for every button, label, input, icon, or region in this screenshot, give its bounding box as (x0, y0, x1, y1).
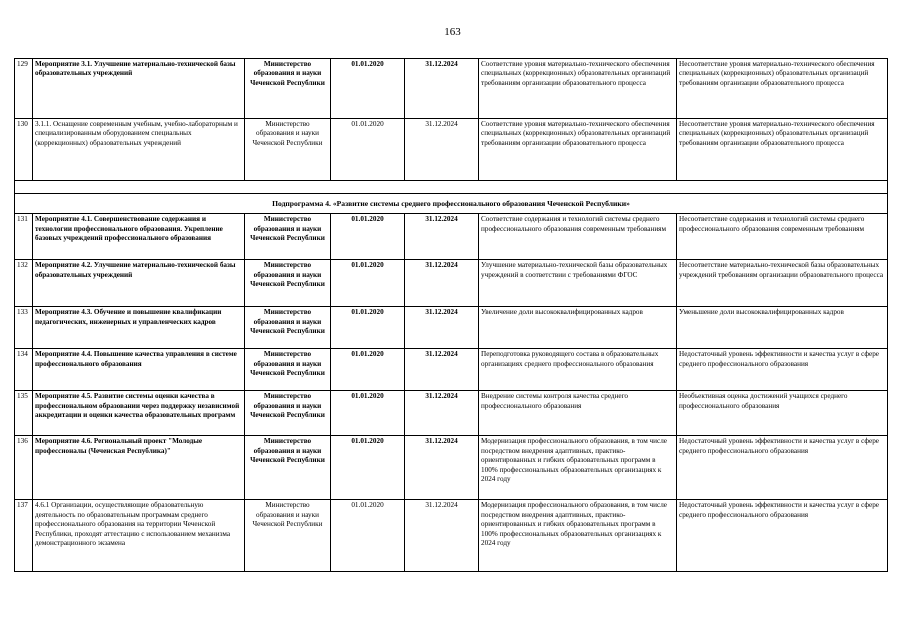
table-row (15, 500, 888, 572)
executor: Министерство образования и науки Чеченской Республики (245, 436, 331, 500)
executor: Министерство образования и науки Чеченской Республики (245, 391, 331, 436)
row-number: 131 (15, 214, 33, 260)
start-date: 01.01.2020 (331, 214, 405, 260)
table-row (15, 260, 888, 307)
executor: Министерство образования и науки Чеченской Республики (245, 214, 331, 260)
row-number: 137 (15, 500, 33, 572)
subprogram-row (15, 181, 888, 194)
end-date: 31.12.2024 (405, 349, 479, 391)
executor: Министерство образования и науки Чеченской Республики (245, 59, 331, 119)
expected-result: Модернизация профессионального образования, в том числе посредством внедрения адаптивных, практико-ориентированных и гибких образовательных программ в 100% профессиональных образовательных организациях к 2024 году (479, 500, 677, 572)
non-implementation-consequence: Недостаточный уровень эффективности и качества услуг в сфере среднего профессионального образования (677, 500, 888, 572)
expected-result: Соответствие уровня материально-технического обеспечения специальных (коррекционных) образовательных организаций требованиям организации образовательного процесса (479, 119, 677, 181)
page-number: 163 (444, 26, 461, 38)
activity-name: Мероприятие 4.6. Региональный проект "Молодые профессионалы (Чеченская Республика)" (33, 436, 245, 500)
end-date: 31.12.2024 (405, 500, 479, 572)
table-row (15, 119, 888, 181)
non-implementation-consequence: Несоответствие уровня материально-технического обеспечения специальных (коррекционных) образовательных организаций требованиям организации образовательного процесса (677, 59, 888, 119)
activity-name: Мероприятие 4.1. Совершенствование содержания и технологии профессионального образования. Укрепление базовых учреждений профессионального образования (33, 214, 245, 260)
end-date: 31.12.2024 (405, 214, 479, 260)
start-date: 01.01.2020 (331, 119, 405, 181)
expected-result: Соответствие уровня материально-технического обеспечения специальных (коррекционных) образовательных организаций требованиям организации образовательного процесса (479, 59, 677, 119)
row-number: 132 (15, 260, 33, 307)
activity-name: 3.1.1. Оснащение современным учебным, учебно-лабораторным и специализированным оборудованием специальных (коррекционных) образовательных учреждений (33, 119, 245, 181)
non-implementation-consequence: Уменьшение доли высококвалифицированных кадров (677, 307, 888, 349)
table-row (15, 59, 888, 119)
activity-name: Мероприятие 4.2. Улучшение материально-технической базы образовательных учреждений (33, 260, 245, 307)
executor: Министерство образования и науки Чеченской Республики (245, 349, 331, 391)
non-implementation-consequence: Недостаточный уровень эффективности и качества услуг в сфере среднего профессионального образования (677, 436, 888, 500)
executor: Министерство образования и науки Чеченской Республики (245, 500, 331, 572)
end-date: 31.12.2024 (405, 59, 479, 119)
table-row (15, 436, 888, 500)
end-date: 31.12.2024 (405, 307, 479, 349)
expected-result: Улучшение материально-технической базы образовательных учреждений в соответствии с требованиями ФГОС (479, 260, 677, 307)
row-number: 129 (15, 59, 33, 119)
subprogram-heading: Подпрограмма 4. «Развитие системы среднего профессионального образования Чеченской Республики» (15, 194, 888, 214)
row-number: 135 (15, 391, 33, 436)
activity-name: Мероприятие 4.4. Повышение качества управления в системе профессионального образования (33, 349, 245, 391)
table-row (15, 391, 888, 436)
non-implementation-consequence: Несоответствие материально-технической базы образовательных учреждений требованиям организации образовательного процесса (677, 260, 888, 307)
activity-name: Мероприятие 4.5. Развитие системы оценки качества в профессиональном образовании через поддержку независимой аккредитации и оценки качества образовательных программ (33, 391, 245, 436)
non-implementation-consequence: Несоответствие содержания и технологий системы среднего профессионального образования современным требованиям (677, 214, 888, 260)
row-number: 136 (15, 436, 33, 500)
start-date: 01.01.2020 (331, 59, 405, 119)
end-date: 31.12.2024 (405, 119, 479, 181)
executor: Министерство образования и науки Чеченской Республики (245, 119, 331, 181)
end-date: 31.12.2024 (405, 436, 479, 500)
start-date: 01.01.2020 (331, 260, 405, 307)
row-number: 130 (15, 119, 33, 181)
table-row (15, 349, 888, 391)
activity-name: Мероприятие 3.1. Улучшение материально-технической базы образовательных учреждений (33, 59, 245, 119)
executor: Министерство образования и науки Чеченской Республики (245, 260, 331, 307)
non-implementation-consequence: Недостаточный уровень эффективности и качества услуг в сфере среднего профессионального образования (677, 349, 888, 391)
table-row (15, 214, 888, 260)
program-activities-table (14, 58, 888, 572)
end-date: 31.12.2024 (405, 391, 479, 436)
non-implementation-consequence: Необъективная оценка достижений учащихся среднего профессионального образования (677, 391, 888, 436)
expected-result: Переподготовка руководящего состава в образовательных организациях среднего профессионального образования (479, 349, 677, 391)
expected-result: Внедрение системы контроля качества среднего профессионального образования (479, 391, 677, 436)
spacer (15, 181, 888, 194)
expected-result: Увеличение доли высококвалифицированных кадров (479, 307, 677, 349)
start-date: 01.01.2020 (331, 391, 405, 436)
start-date: 01.01.2020 (331, 436, 405, 500)
end-date: 31.12.2024 (405, 260, 479, 307)
executor: Министерство образования и науки Чеченской Республики (245, 307, 331, 349)
expected-result: Модернизация профессионального образования, в том числе посредством внедрения адаптивных, практико-ориентированных и гибких образовательных программ в 100% профессиональных образовательных организациях к 2024 году (479, 436, 677, 500)
activity-name: Мероприятие 4.3. Обучение и повышение квалификации педагогических, инженерных и управленческих кадров (33, 307, 245, 349)
subprogram-heading-row (15, 194, 888, 214)
start-date: 01.01.2020 (331, 349, 405, 391)
activity-name: 4.6.1 Организации, осуществляющие образовательную деятельность по образовательным программам среднего профессионального образования на территории Чеченской Республики, проходят аттестацию с использованием механизма демонстрационного экзамена (33, 500, 245, 572)
start-date: 01.01.2020 (331, 500, 405, 572)
row-number: 134 (15, 349, 33, 391)
expected-result: Соответствие содержания и технологий системы среднего профессионального образования современным требованиям (479, 214, 677, 260)
row-number: 133 (15, 307, 33, 349)
table-row (15, 307, 888, 349)
non-implementation-consequence: Несоответствие уровня материально-технического обеспечения специальных (коррекционных) образовательных организаций требованиям организации образовательного процесса (677, 119, 888, 181)
start-date: 01.01.2020 (331, 307, 405, 349)
